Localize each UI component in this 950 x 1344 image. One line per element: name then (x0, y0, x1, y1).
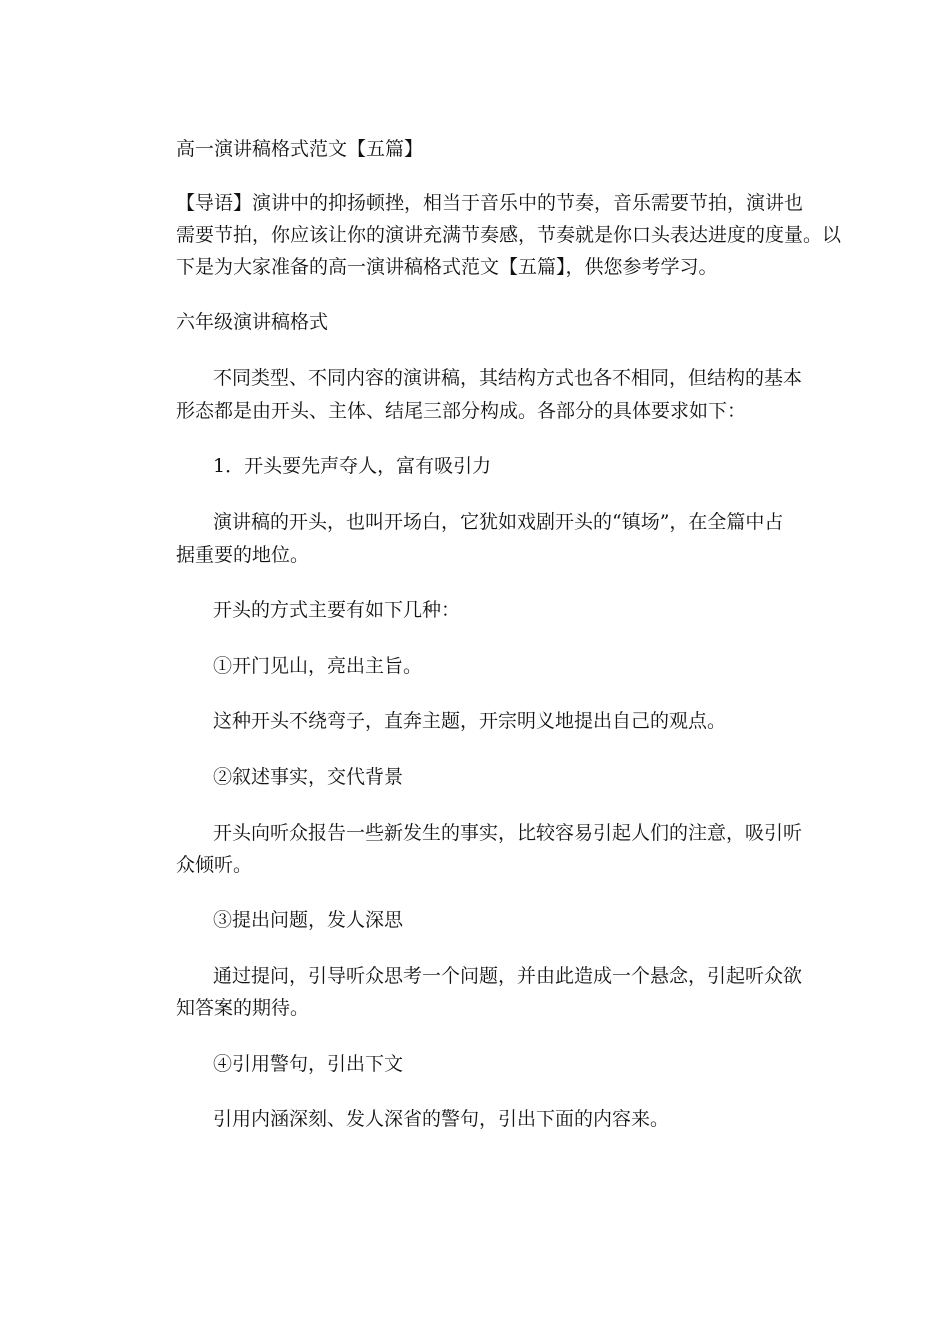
paragraph-1-line-1: 不同类型、不同内容的演讲稿，其结构方式也各不相同，但结构的基本 (213, 367, 803, 389)
paragraph-10-line-1: 通过提问，引导听众思考一个问题，并由此造成一个悬念，引起听众欲 (213, 965, 803, 987)
paragraph-7-line-1: ②叙述事实，交代背景 (213, 766, 404, 788)
paragraph-2-line-1: 1．开头要先声夺人，富有吸引力 (213, 455, 492, 477)
paragraph-3-line-2: 据重要的地位。 (176, 544, 310, 566)
intro-line-3: 下是为大家准备的高一演讲稿格式范文【五篇】，供您参考学习。 (176, 256, 718, 278)
paragraph-3-line-1: 演讲稿的开头，也叫开场白，它犹如戏剧开头的“镇场”，在全篇中占 (213, 511, 784, 533)
paragraph-11-line-1: ④引用警句，引出下文 (213, 1053, 404, 1075)
paragraph-10-line-2: 知答案的期待。 (176, 997, 310, 1019)
document-title: 高一演讲稿格式范文【五篇】 (176, 138, 424, 160)
paragraph-1-line-2: 形态都是由开头、主体、结尾三部分构成。各部分的具体要求如下： (176, 400, 747, 422)
paragraph-4-line-1: 开头的方式主要有如下几种： (213, 599, 461, 621)
paragraph-8-line-2: 众倾听。 (176, 854, 253, 876)
paragraph-12-line-1: 引用内涵深刻、发人深省的警句，引出下面的内容来。 (213, 1108, 670, 1130)
paragraph-8-line-1: 开头向听众报告一些新发生的事实，比较容易引起人们的注意，吸引听 (213, 822, 803, 844)
intro-line-1: 【导语】演讲中的抑扬顿挫，相当于音乐中的节奏，音乐需要节拍，演讲也 (176, 192, 804, 214)
paragraph-6-line-1: 这种开头不绕弯子，直奔主题，开宗明义地提出自己的观点。 (213, 710, 727, 732)
paragraph-9-line-1: ③提出问题，发人深思 (213, 909, 404, 931)
paragraph-5-line-1: ①开门见山，亮出主旨。 (213, 655, 423, 677)
intro-line-2: 需要节拍，你应该让你的演讲充满节奏感，节奏就是你口头表达进度的度量。以 (176, 224, 842, 246)
section-title: 六年级演讲稿格式 (176, 311, 329, 333)
